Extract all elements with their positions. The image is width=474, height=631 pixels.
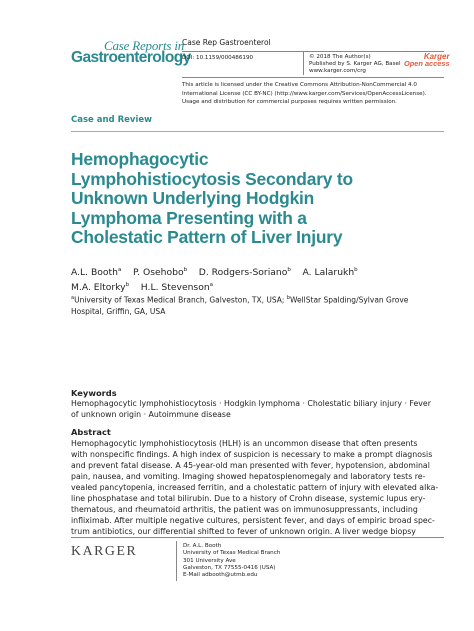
- title-line: Cholestatic Pattern of Liver Injury: [71, 227, 343, 247]
- header-vertical-divider: [303, 51, 304, 75]
- journal-logo-line1: Case Reports in: [104, 38, 185, 53]
- title-line: Lymphoma Presenting with a: [71, 207, 307, 228]
- section-divider: [71, 131, 444, 132]
- abstract-line: with nonspecific findings. A high index of suspicion is necessary to make a prompt diagnosis: [71, 450, 433, 459]
- address-line: 301 University Ave: [183, 557, 236, 564]
- address-line: Dr. A.L. Booth: [183, 543, 222, 549]
- affiliations: [71, 293, 451, 317]
- karger-logo: KARGER: [71, 543, 138, 558]
- abstract-heading: Abstract: [71, 427, 111, 437]
- keywords-heading: Keywords: [71, 388, 117, 398]
- journal-logo-line2: Gastroenterology: [71, 49, 191, 66]
- author-name: A. Lalarukh: [302, 267, 355, 279]
- address-line: University of Texas Medical Branch: [183, 550, 281, 557]
- abstract-line: trum antibiotics, our differential shifted to fever of unknown origin. A liver wedge biopsy: [71, 527, 416, 536]
- abstract-line: thematous, and rheumatoid arthritis, the patient was on immunosuppressants, including: [71, 505, 418, 514]
- header-divider-2: [182, 77, 444, 78]
- article-type-label: Case and Review: [71, 115, 152, 125]
- title-line: Lymphohistiocytosis Secondary to: [71, 168, 353, 189]
- copyright-line: © 2018 The Author(s): [309, 54, 371, 60]
- affiliation-text: Hospital, Griffin, GA, USA: [71, 306, 166, 316]
- abstract-line: pain, nausea, and vomiting. Imaging showed hepatosplenomegaly and laboratory tests re-: [71, 472, 426, 481]
- journal-abbreviation: Case Rep Gastroenterol: [182, 38, 271, 47]
- author-affiliation-mark: a: [117, 267, 122, 273]
- author-name: A.L. Booth: [71, 267, 118, 279]
- article-title: [71, 150, 451, 248]
- title-line: Hemophagocytic: [71, 149, 209, 169]
- license-line: This article is licensed under the Creative Commons Attribution-NonCommercial 4.0: [182, 82, 417, 88]
- author-affiliation-mark: b: [354, 267, 358, 273]
- title-line: Unknown Underlying Hodgkin: [71, 188, 315, 208]
- header-divider: [182, 51, 444, 52]
- author-affiliation-mark: b: [183, 267, 188, 273]
- author-affiliation-mark: b: [287, 267, 291, 273]
- license-statement: [182, 81, 444, 107]
- license-line[interactable]: International License (CC BY-NC) (http://www.karger.com/Services/OpenAccessLicense).: [182, 90, 427, 97]
- abstract-line: and prevent fatal disease. A 45-year-old man presented with fever, hypotension, abdominal: [71, 461, 430, 470]
- footer-vertical-divider: [176, 541, 177, 581]
- author-name: D. Rodgers-Soriano: [198, 267, 288, 279]
- open-access-badge-label: Open access: [404, 59, 450, 68]
- author-name: H.L. Stevenson: [140, 282, 210, 294]
- keywords-line: Hemophagocytic lymphohistiocytosis · Hodgkin lymphoma · Cholestatic biliary injury · Fever: [71, 399, 431, 408]
- author-affiliation-mark: a: [209, 282, 214, 289]
- author-name: M.A. Eltorky: [71, 282, 126, 294]
- affiliation-mark: a: [71, 295, 75, 301]
- abstract-line: infliximab. After multiple negative cultures, persistent fever, and days of empiric broad spec-: [71, 516, 435, 525]
- karger-open-access-logo: [404, 53, 450, 67]
- karger-badge-label: Karger: [423, 52, 450, 61]
- affiliation-text: University of Texas Medical Branch, Galveston, TX, USA;: [74, 295, 285, 305]
- keywords-line: of unknown origin · Autoimmune disease: [71, 410, 231, 419]
- correspondence-address: [183, 543, 280, 579]
- author-list: [71, 264, 451, 294]
- abstract-body: [71, 438, 449, 537]
- email-link[interactable]: E-Mail adbooth@utmb.edu: [183, 572, 258, 579]
- affiliation-text: WellStar Spalding/Sylvan Grove: [289, 295, 409, 305]
- address-line: Galveston, TX 77555-0416 (USA): [183, 564, 276, 571]
- doi[interactable]: DOI: 10.1159/000486190: [182, 55, 254, 61]
- affiliation-mark: b: [286, 295, 290, 301]
- footer-divider: [71, 537, 444, 538]
- journal-url[interactable]: www.karger.com/crg: [309, 68, 366, 75]
- license-line: Usage and distribution for commercial purposes requires written permission.: [182, 99, 397, 106]
- author-affiliation-mark: b: [125, 282, 130, 289]
- author-name: P. Osehobo: [133, 267, 184, 279]
- abstract-line: Hemophagocytic lymphohistiocytosis (HLH) is an uncommon disease that often presents: [71, 439, 418, 448]
- abstract-line: vealed pancytopenia, increased ferritin, and a cholestatic pattern of injury with elevated alka-: [71, 483, 439, 492]
- publisher-info: [309, 54, 401, 76]
- keywords-list: [71, 398, 449, 420]
- abstract-line: line phosphatase and total bilirubin. Due to a history of Crohn disease, systemic lupus ery-: [71, 494, 426, 503]
- publisher-line: Published by S. Karger AG, Basel: [309, 61, 401, 68]
